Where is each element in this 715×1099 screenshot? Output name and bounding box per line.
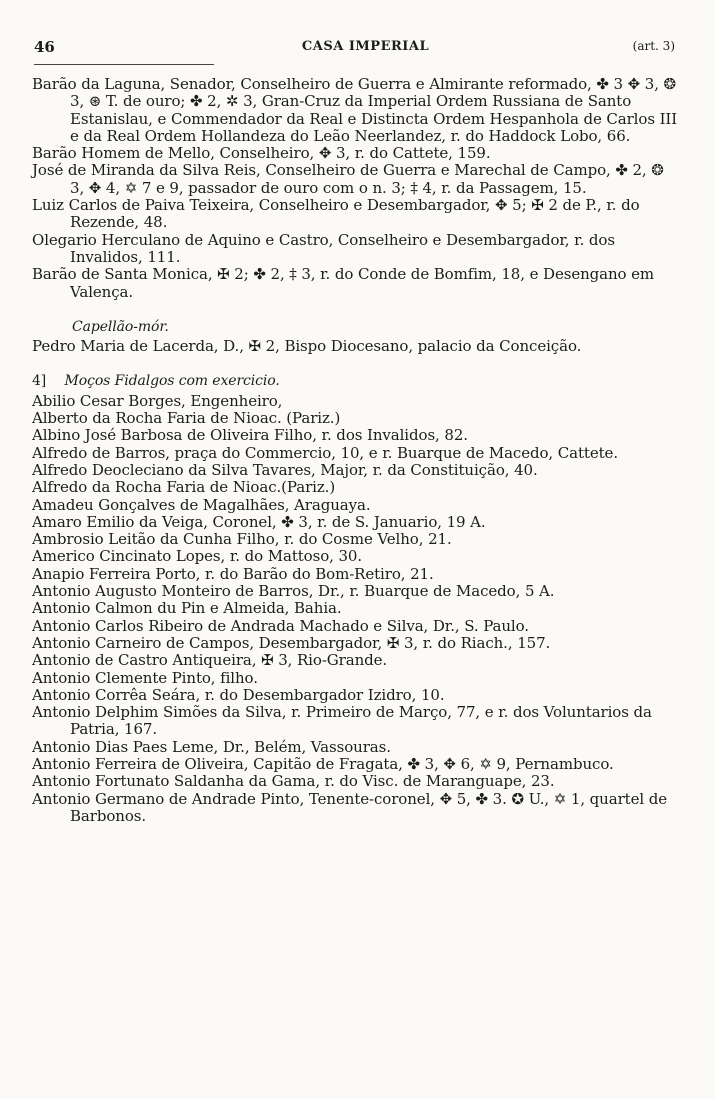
page-body <box>32 76 682 825</box>
section-title-capellao: Capellão-mór. <box>72 318 169 335</box>
header-rule <box>34 64 214 65</box>
page-number: 46 <box>34 38 55 56</box>
entry: Barão Homem de Mello, Conselheiro, ✥ 3, r. do Cattete, 159. <box>32 144 491 163</box>
entry: Abilio Cesar Borges, Engenheiro, <box>32 391 283 410</box>
running-title: CASA IMPERIAL <box>301 39 430 54</box>
entry: Antonio Carlos Ribeiro de Andrada Machado e Silva, Dr., S. Paulo. <box>32 616 529 635</box>
entry: Pedro Maria de Lacerda, D., ✠ 2, Bispo Diocesano, palacio da Conceição. <box>32 337 582 356</box>
entry: Antonio Augusto Monteiro de Barros, Dr., r. Buarque de Macedo, 5 A. <box>32 582 555 601</box>
entry-list-c <box>32 393 682 825</box>
entry-list-a <box>32 76 682 301</box>
article-reference: (art. 3) <box>632 39 675 53</box>
entry: Anapio Ferreira Porto, r. do Barão do Bom-Retiro, 21. <box>32 564 434 583</box>
section-title-mocos-fidalgos <box>32 373 682 390</box>
page-header <box>34 36 697 62</box>
section-title-text: Moços Fidalgos com exercicio. <box>64 373 280 390</box>
entry: Antonio Calmon du Pin e Almeida, Bahia. <box>32 599 342 618</box>
entry: Antonio Ferreira de Oliveira, Capitão de Fragata, ✤ 3, ✥ 6, ✡ 9, Pernambuco. <box>32 754 614 773</box>
entry: Ambrosio Leitão da Cunha Filho, r. do Cosme Velho, 21. <box>32 530 452 549</box>
entry: Antonio Dias Paes Leme, Dr., Belém, Vassouras. <box>32 737 391 756</box>
entry: Olegario Herculano de Aquino e Castro, Conselheiro e Desembargador, r. dos Invalidos, 111. <box>32 230 620 266</box>
entry: Antonio de Castro Antiqueira, ✠ 3, Rio-Grande. <box>32 651 388 670</box>
entry: Alfredo de Barros, praça do Commercio, 10, e r. Buarque de Macedo, Cattete. <box>32 443 618 462</box>
section-number: 4] <box>32 373 47 390</box>
entry: Americo Cincinato Lopes, r. do Mattoso, 30. <box>32 547 363 566</box>
entry: José de Miranda da Silva Reis, Conselheiro de Guerra e Marechal de Campo, ✤ 2, ❂ 3, ✥ 4, ✡ 7 e 9, passador de ouro com o n. 3; ‡ 4, r. da Passagem, 15. <box>32 161 669 197</box>
entry: Antonio Corrêa Seára, r. do Desembargador Izidro, 10. <box>32 685 445 704</box>
entry: Alberto da Rocha Faria de Nioac. (Pariz.) <box>32 409 341 428</box>
entry: Antonio Fortunato Saldanha da Gama, r. do Visc. de Maranguape, 23. <box>32 772 555 791</box>
entry-list-b <box>32 338 682 355</box>
entry: Antonio Carneiro de Campos, Desembargador, ✠ 3, r. do Riach., 157. <box>32 633 551 652</box>
entry: Albino José Barbosa de Oliveira Filho, r. dos Invalidos, 82. <box>32 426 468 445</box>
entry: Antonio Germano de Andrade Pinto, Tenente-coronel, ✥ 5, ✤ 3. ✪ U., ✡ 1, quartel de Barbonos. <box>32 789 672 825</box>
entry: Barão de Santa Monica, ✠ 2; ✤ 2, ‡ 3, r. do Conde de Bomfim, 18, e Desengano em Valença. <box>32 265 659 301</box>
entry: Luiz Carlos de Paiva Teixeira, Conselheiro e Desembargador, ✥ 5; ✠ 2 de P., r. do Rezende, 48. <box>32 196 645 232</box>
entry: Amaro Emilio da Veiga, Coronel, ✤ 3, r. de S. Januario, 19 A. <box>32 512 486 531</box>
entry: Alfredo da Rocha Faria de Nioac.(Pariz.) <box>32 478 336 497</box>
entry: Barão da Laguna, Senador, Conselheiro de Guerra e Almirante reformado, ✤ 3 ✥ 3, ❂ 3, ⊛ T. de ouro; ✤ 2, ✲ 3, Gran-Cruz da Imperial Ordem Russiana de Santo Estanislau, e Commendador da Real e Distincta Ordem Hespanhola de Carlos III e da Real Ordem Hollandeza do Leão Neerlandez, r. do Haddock Lobo, 66. <box>32 75 682 145</box>
entry: Amadeu Gonçalves de Magalhães, Araguaya. <box>32 495 371 514</box>
entry: Antonio Clemente Pinto, filho. <box>32 668 258 687</box>
entry: Alfredo Deocleciano da Silva Tavares, Major, r. da Constituição, 40. <box>32 460 538 479</box>
entry: Antonio Delphim Simões da Silva, r. Primeiro de Março, 77, e r. dos Voluntarios da Patria, 167. <box>32 703 657 739</box>
